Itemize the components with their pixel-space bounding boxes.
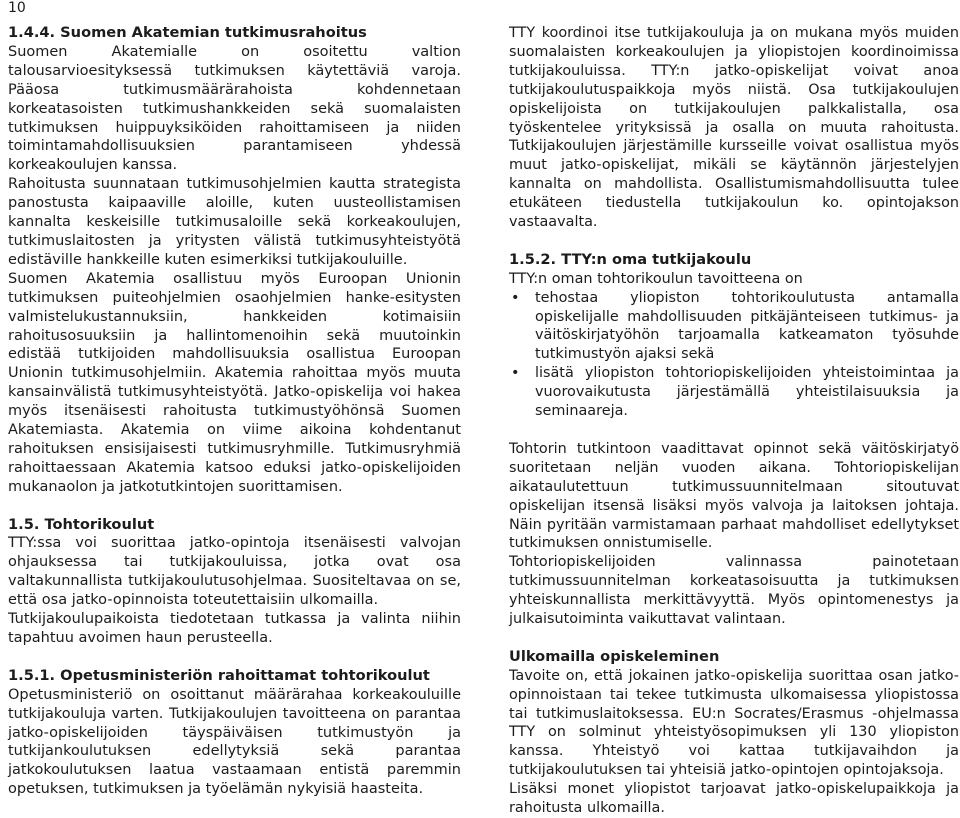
bullet-list xyxy=(509,289,959,421)
bullet-icon: • xyxy=(511,365,520,382)
spacer xyxy=(509,629,959,648)
paragraph: Tavoite on, että jokainen jatko-opiskelija suorittaa osan jatko-opinnoistaan tai tekee tutkimusta ulkomaisessa yliopistossa tai tutkimuslaitoksessa. EU:n Socrates/Erasmus -ohjelmassa TTY on solminut yhteistyösopimuksen yli 130 yliopiston kanssa. Yhteistyö voi kattaa tutkijavaihdon ja tutkijakoulutuksen tai yhteisiä jatko-opintojen opintojaksoja. xyxy=(509,667,959,779)
paragraph: Tohtoriopiskelijoiden valinnassa painotetaan tutkimussuunnitelman korkeatasoisuutta ja tutkimuksen yhteiskunnallista merkittävyyttä. Myös opintomenestys ja julkaisutoiminta vaikuttavat valintaan. xyxy=(509,554,959,628)
paragraph: Tutkijakoulupaikoista tiedotetaan tutkassa ja valinta niihin tapahtuu avoimen haun perusteella. xyxy=(8,611,461,646)
list-item-text: lisätä yliopiston tohtoriopiskelijoiden yhteistoimintaa ja vuorovaikutusta järjestämällä yhteistilaisuuksia ja seminaareja. xyxy=(535,365,959,420)
section-heading-opetusministerio: 1.5.1. Opetusministeriön rahoittamat tohtorikoulut xyxy=(8,666,430,684)
page-number: 10 xyxy=(8,0,26,16)
paragraph: Suomen Akatemia osallistuu myös Euroopan Unionin tutkimuksen puiteohjelmien osaohjelmien hanke-esitysten valmistelukustannuksiin, hankkeiden kotimaisiin rahoitusosuuksiin ja hallintomenoihin sekä muutoinkin edistää tutkijoiden mahdollisuuksia osallistua Euroopan Unionin tutkimusohjelmiin. Akatemia rahoittaa myös muuta kansainvälistä tutkimusyhteistyötä. Jatko-opiskelija voi hakea myös itsenäisesti rahoitusta tutkimustyöhönsä Suomen Akatemiasta. Akatemia on viime aikoina kohdentanut rahoituksen ensisijaisesti tutkimusryhmille. Tutkimusryhmiä rahoittaessaan Akatemia katsoo eduksi jatko-opiskelijoiden mukanaolon ja jatkotutkintojen suorittamisen. xyxy=(8,270,461,495)
spacer xyxy=(509,232,959,251)
paragraph: Tohtorin tutkintoon vaadittavat opinnot sekä väitöskirjatyö suoritetaan neljän vuoden aikana. Tohtoriopiskelijan aikataulutettuun tutkimussuunnitelmaan sitoutuvat opiskelijan itsensä lisäksi myös valvoja ja laitoksen johtaja. Näin pyritään varmistamaan parhaat mahdolliset edellytykset tutkimuksen onnistumiselle. xyxy=(509,440,959,552)
paragraph: Opetusministeriö on osoittanut määrärahaa korkeakouluille tutkijakouluja varten. Tutkijakoulujen tavoitteena on parantaa jatko-opiskelijoiden täyspäiväisen tutkimustyön ja tutkijankoulutuksen edellytyksiä sekä parantaa jatkokoulutuksen laatua vastaamaan entistä paremmin opetuksen, tutkimuksen ja työelämän nykyisiä haasteita. xyxy=(8,686,461,798)
list-item xyxy=(509,364,959,421)
section-heading-tohtorikoulut: 1.5. Tohtorikoulut xyxy=(8,515,155,533)
paragraph: Rahoitusta suunnataan tutkimusohjelmien kautta strategista panostusta kaipaaville aloille, kuten uusteollistamisen kannalta keskeisille tutkimusaloille sekä korkeakoulujen, tutkimuslaitosten ja yritysten välistä tutkimusyhteistyötä edistäville hankkeille kuten esimerkiksi tutkijakouluille. xyxy=(8,176,461,268)
list-item-text: tehostaa yliopiston tohtorikoulutusta antamalla opiskelijalle mahdollisuuden pitkäjänteiseen tutkimus- ja väitöskirjatyöhön tarjoamalla katkeamaton työsuhde tutkimustyön ajaksi sekä xyxy=(535,289,959,363)
paragraph: Lisäksi monet yliopistot tarjoavat jatko-opiskelupaikkoja ja rahoitusta ulkomailla. xyxy=(509,781,959,817)
paragraph: TTY:n oman tohtorikoulun tavoitteena on xyxy=(509,270,803,287)
section-heading-oma-tutkijakoulu: 1.5.2. TTY:n oma tutkijakoulu xyxy=(509,250,752,268)
left-column xyxy=(8,24,461,799)
spacer xyxy=(509,421,959,440)
list-item xyxy=(509,289,959,365)
spacer xyxy=(8,497,461,516)
right-column xyxy=(509,24,959,818)
paragraph: TTY koordinoi itse tutkijakouluja ja on mukana myös muiden suomalaisten korkeakoulujen ja yliopistojen koordinoimissa tutkijakouluissa. TTY:n jatko-opiskelijat voivat anoa tutkijakoulutuspaikkoja myös niistä. Osa tutkijakoulujen opiskelijoista on tutkijakoulujen palkkalistalla, osa työskentelee yrityksissä ja osalla on muuta rahoitusta. Tutkijakoulujen järjestämille kursseille voivat osallistua myös muut jatko-opiskelijat, mikäli se käytännön järjestelyjen kannalta on mahdollista. Osallistumismahdollisuutta tulee etukäteen tiedustella tutkijakoulun ko. opintojakson vastaavalta. xyxy=(509,25,959,231)
section-heading-tutkimusrahoitus: 1.4.4. Suomen Akatemian tutkimusrahoitus xyxy=(8,24,367,41)
paragraph: Suomen Akatemialle on osoitettu valtion talousarvioesityksessä tutkimuksen käytettäviä varoja. Pääosa tutkimusmäärärahoista kohdennetaan korkeatasoisten tutkimushankkeiden sekä suomalaisten tutkimuksen huippuyksiköiden rahoittamiseen ja niiden toimintamahdollisuuksien parantamiseen yhdessä korkeakoulujen kanssa. xyxy=(8,43,461,174)
section-heading-ulkomailla: Ulkomailla opiskeleminen xyxy=(509,647,720,665)
bullet-icon: • xyxy=(511,289,520,306)
spacer xyxy=(8,648,461,667)
paragraph: TTY:ssa voi suorittaa jatko-opintoja itsenäisesti valvojan ohjauksessa tai tutkijakouluissa, jotka ovat osa valtakunnallista tutkijakoulutusohjelmaa. Suositeltavaa on se, että osa jatko-opinnoista toteutettaisiin ulkomailla. xyxy=(8,535,461,609)
